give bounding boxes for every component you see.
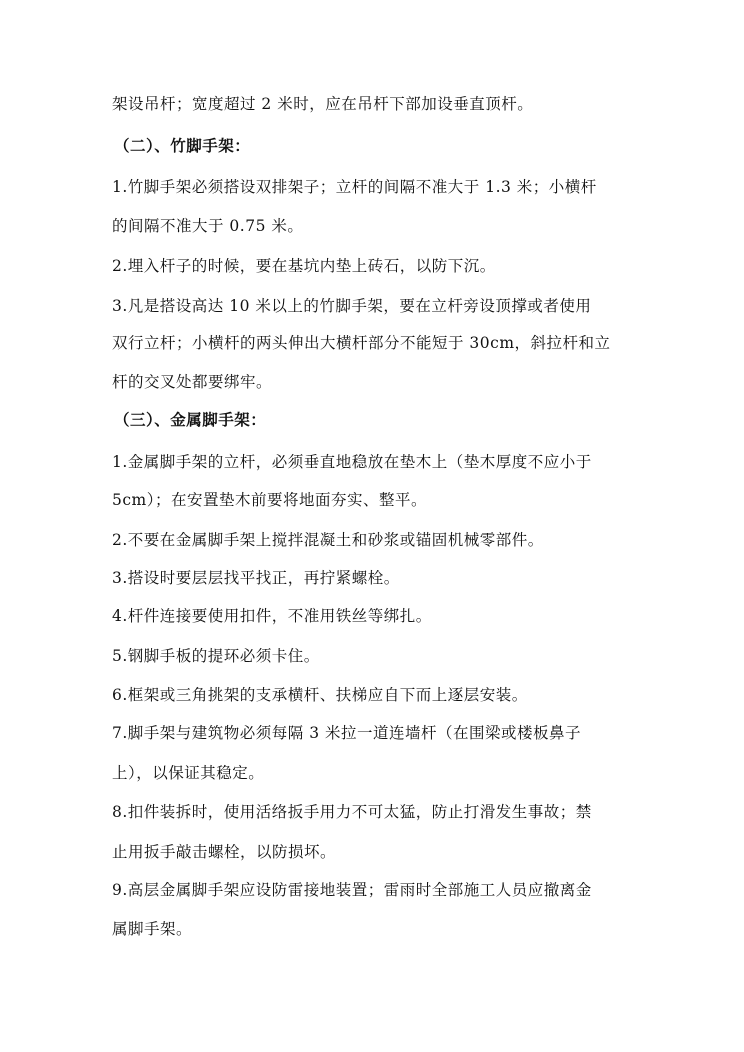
- text-line: 架设吊杆；宽度超过 2 米时，应在吊杆下部加设垂直顶杆。: [112, 95, 534, 113]
- text-line: 2.不要在金属脚手架上搅拌混凝土和砂浆或锚固机械零部件。: [112, 531, 544, 549]
- text-line: 2.埋入杆子的时候，要在基坑内垫上砖石，以防下沉。: [112, 257, 496, 275]
- section-heading-metal-scaffold: （三）、金属脚手架：: [114, 411, 267, 429]
- text-line: 6.框架或三角挑架的支承横杆、扶梯应自下而上逐层安装。: [112, 686, 528, 704]
- text-line: 5cm）；在安置垫木前要将地面夯实、整平。: [112, 491, 427, 509]
- text-line: 属脚手架。: [112, 920, 193, 938]
- text-line: 9.高层金属脚手架应设防雷接地装置；雷雨时全部施工人员应撤离金: [112, 881, 592, 899]
- text-line: 3.搭设时要层层找平找正，再拧紧螺栓。: [112, 569, 400, 587]
- text-line: 止用扳手敲击螺栓，以防损坏。: [112, 843, 337, 861]
- text-line: 双行立杆；小横杆的两头伸出大横杆部分不能短于 30cm，斜拉杆和立: [112, 334, 611, 352]
- text-line: 杆的交叉处都要绑牢。: [112, 373, 273, 391]
- text-line: 8.扣件装拆时，使用活络扳手用力不可太猛，防止打滑发生事故；禁: [112, 803, 592, 821]
- text-line: 3.凡是搭设高达 10 米以上的竹脚手架，要在立杆旁设顶撑或者使用: [112, 297, 592, 315]
- text-line: 上），以保证其稳定。: [112, 764, 265, 782]
- text-line: 1.金属脚手架的立杆，必须垂直地稳放在垫木上（垫木厚度不应小于: [112, 453, 592, 471]
- text-line: 4.杆件连接要使用扣件，不准用铁丝等绑扎。: [112, 607, 432, 625]
- text-line: 1.竹脚手架必须搭设双排架子；立杆的间隔不准大于 1.3 米；小横杆: [112, 178, 597, 196]
- text-line: 的间隔不准大于 0.75 米。: [112, 217, 304, 235]
- text-line: 7.脚手架与建筑物必须每隔 3 米拉一道连墙杆（在围梁或楼板鼻子: [112, 724, 582, 742]
- text-line: 5.钢脚手板的提环必须卡住。: [112, 647, 320, 665]
- section-heading-bamboo-scaffold: （二）、竹脚手架：: [114, 137, 251, 155]
